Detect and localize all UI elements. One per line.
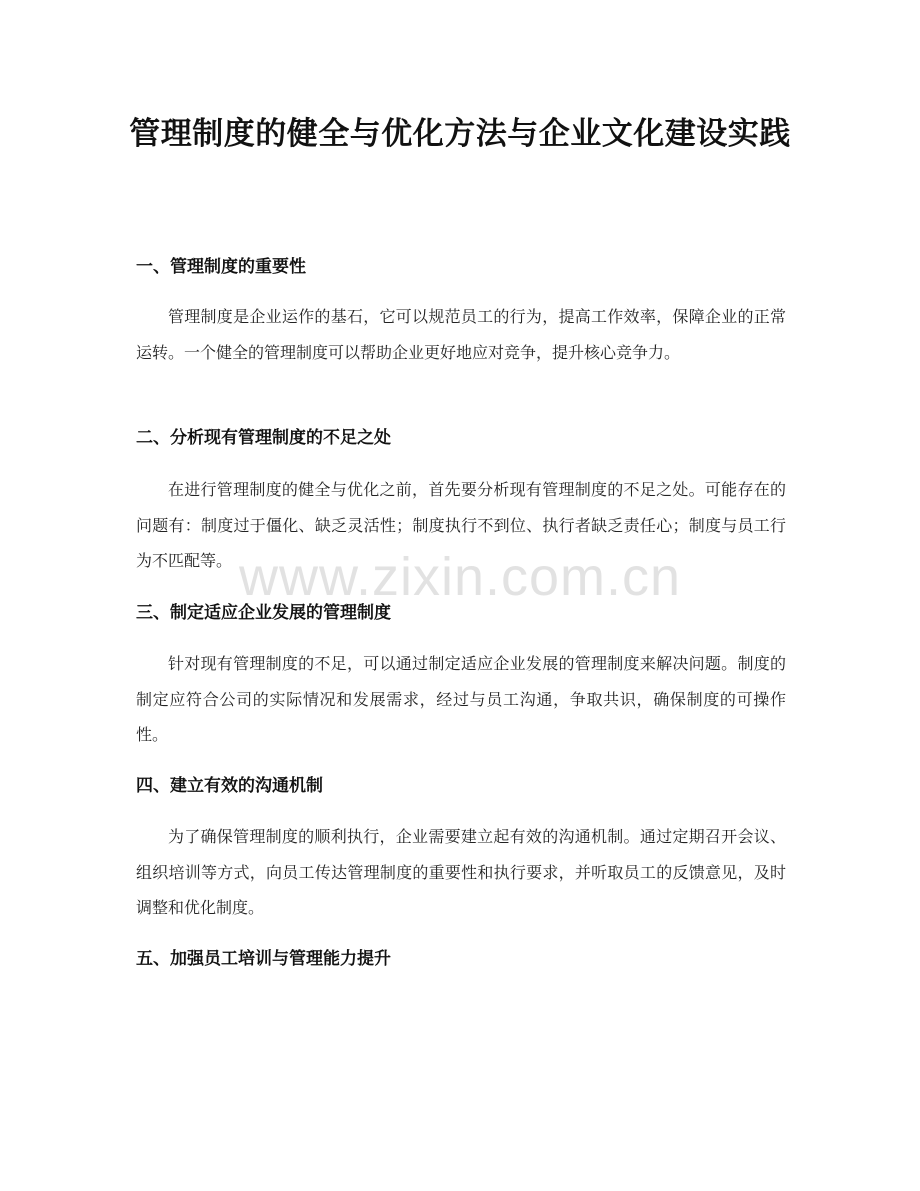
section-paragraph-4: 为了确保管理制度的顺利执行，企业需要建立起有效的沟通机制。通过定期召开会议、组织培训等方式，向员工传达管理制度的重要性和执行要求，并听取员工的反馈意见，及时调整和优化制度。 bbox=[136, 827, 786, 917]
section-heading-1: 一、管理制度的重要性 bbox=[136, 257, 306, 277]
section-heading-4: 四、建立有效的沟通机制 bbox=[136, 776, 323, 796]
document-title: 管理制度的健全与优化方法与企业文化建设实践 bbox=[129, 116, 791, 152]
section-paragraph-3: 针对现有管理制度的不足，可以通过制定适应企业发展的管理制度来解决问题。制度的制定应符合公司的实际情况和发展需求，经过与员工沟通，争取共识，确保制度的可操作性。 bbox=[136, 654, 786, 744]
section-heading-5: 五、加强员工培训与管理能力提升 bbox=[136, 949, 391, 969]
section-heading-3: 三、制定适应企业发展的管理制度 bbox=[136, 603, 391, 623]
section-paragraph-2: 在进行管理制度的健全与优化之前，首先要分析现有管理制度的不足之处。可能存在的问题有：制度过于僵化、缺乏灵活性；制度执行不到位、执行者缺乏责任心；制度与员工行为不匹配等。 bbox=[136, 480, 786, 570]
section-heading-2: 二、分析现有管理制度的不足之处 bbox=[136, 428, 391, 448]
watermark: www.zixin.com.cn bbox=[238, 547, 682, 607]
section-paragraph-1: 管理制度是企业运作的基石，它可以规范员工的行为，提高工作效率，保障企业的正常运转。一个健全的管理制度可以帮助企业更好地应对竞争，提升核心竞争力。 bbox=[136, 307, 786, 362]
